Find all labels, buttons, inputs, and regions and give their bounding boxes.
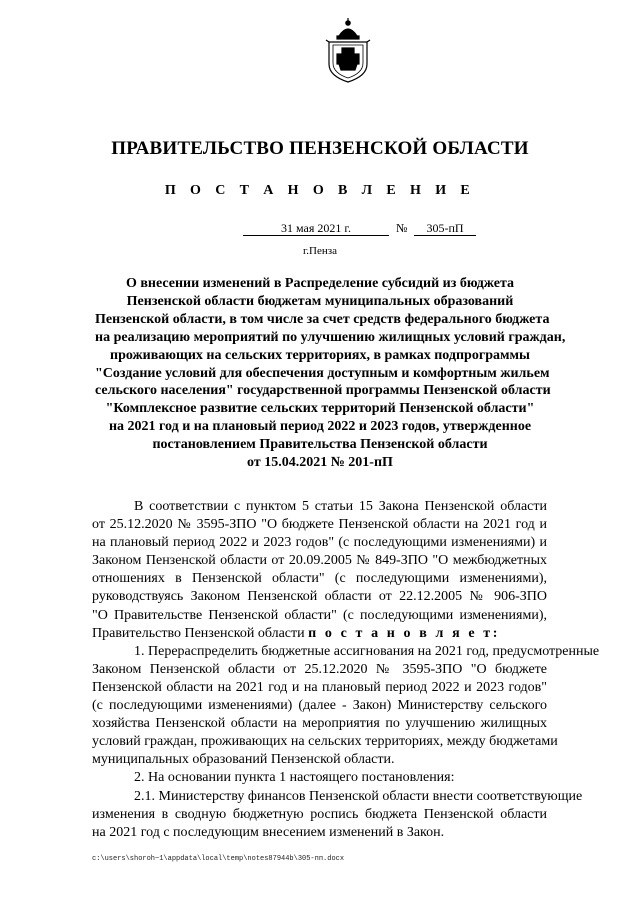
body-text: Правительство Пензенской области bbox=[92, 625, 305, 641]
body-line: Законом Пензенской области от 25.12.2020 № 3595-ЗПО "О бюджете bbox=[92, 661, 547, 677]
body-line: (с последующими изменениями) (далее - Закон) Министерству сельского bbox=[92, 698, 547, 714]
document-body bbox=[92, 498, 600, 842]
body-line: на плановый период 2022 и 2023 годов" (с последующими изменениями) и bbox=[92, 535, 547, 551]
body-line: муниципальных образований Пензенской области. bbox=[92, 752, 395, 768]
title-line: сельского населения" государственной программы Пензенской области bbox=[95, 383, 551, 399]
body-line: хозяйства Пензенской области на мероприятия по улучшению жилищных bbox=[92, 716, 547, 732]
body-line: от 25.12.2020 № 3595-ЗПО "О бюджете Пензенской области на 2021 год и bbox=[92, 517, 547, 533]
body-line bbox=[92, 625, 547, 643]
coat-of-arms-emblem bbox=[325, 18, 371, 84]
title-line: Пензенской области, в том числе за счет средств федерального бюджета bbox=[95, 311, 550, 327]
document-date: 31 мая 2021 г. bbox=[243, 221, 389, 236]
body-line: отношениях в Пензенской области" (с последующими изменениями), bbox=[92, 571, 547, 587]
body-line: 2.1. Министерству финансов Пензенской области внести соответствующие bbox=[134, 788, 583, 804]
body-line: руководствуясь Законом Пензенской области от 22.12.2005 № 906-ЗПО bbox=[92, 589, 547, 605]
title-line: проживающих на сельских территориях, в рамках подпрограммы bbox=[110, 347, 530, 363]
body-line: Пензенской области на 2021 год и на плановый период 2022 и 2023 годов" bbox=[92, 679, 547, 695]
decree-word: п о с т а н о в л я е т: bbox=[308, 625, 500, 641]
body-line: Законом Пензенской области от 20.09.2005 № 849-ЗПО "О межбюджетных bbox=[92, 553, 547, 569]
title-line: О внесении изменений в Распределение субсидий из бюджета bbox=[125, 276, 515, 291]
title-line: на 2021 год и на плановый период 2022 и 2023 годов, утвержденное bbox=[108, 419, 532, 435]
city: г.Пенза bbox=[303, 245, 337, 257]
body-line: 2. На основании пункта 1 настоящего постановления: bbox=[134, 770, 455, 786]
body-line: условий граждан, проживающих на сельских территориях, между бюджетами bbox=[92, 734, 558, 750]
title-line: Пензенской области бюджетам муниципальных образований bbox=[126, 293, 514, 309]
organization-title: ПРАВИТЕЛЬСТВО ПЕНЗЕНСКОЙ ОБЛАСТИ bbox=[111, 138, 529, 159]
title-line: от 15.04.2021 № 201-пП bbox=[247, 455, 393, 471]
body-line: 1. Перераспределить бюджетные ассигнования на 2021 год, предусмотренные bbox=[134, 643, 600, 659]
title-line: "Комплексное развитие сельских территорий Пензенской области" bbox=[105, 401, 535, 417]
document-type: П О С Т А Н О В Л Е Н И Е bbox=[164, 183, 476, 198]
number-sign: № bbox=[396, 221, 408, 235]
file-path-footer: c:\users\shoroh~1\appdata\local\temp\notes87944b\305-пп.docx bbox=[92, 855, 345, 863]
body-line: В соответствии с пунктом 5 статьи 15 Закона Пензенской области bbox=[134, 499, 547, 514]
title-line: "Создание условий для обеспечения доступным и комфортным жильем bbox=[95, 365, 550, 381]
title-line: постановлением Правительства Пензенской области bbox=[152, 437, 488, 453]
title-line: на реализацию мероприятий по улучшению жилищных условий граждан, bbox=[95, 329, 566, 345]
document-number: 305-пП bbox=[414, 221, 476, 236]
body-line: изменения в сводную бюджетную роспись бюджета Пензенской области bbox=[92, 806, 547, 822]
document-title bbox=[95, 275, 566, 472]
body-line: "О Правительстве Пензенской области" (с последующими изменениями), bbox=[92, 607, 547, 623]
body-line: на 2021 год с последующим внесением изменений в Закон. bbox=[92, 824, 445, 840]
